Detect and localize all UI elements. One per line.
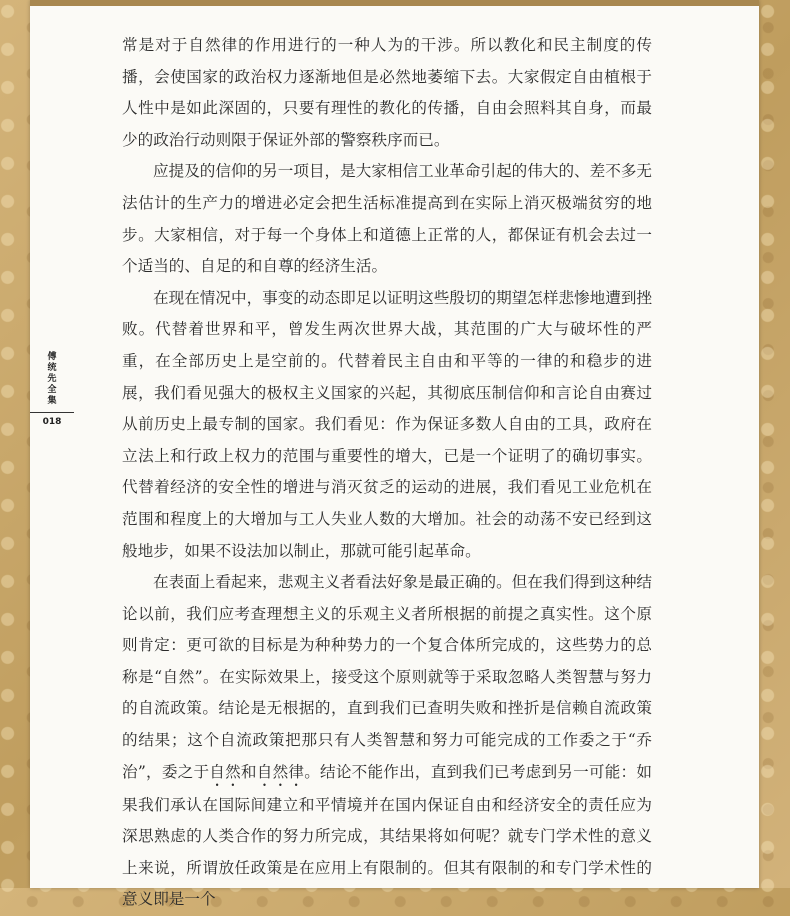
page-number: 018 xyxy=(42,417,62,427)
side-divider xyxy=(30,412,74,413)
top-border-rule xyxy=(30,0,759,6)
emphasized-term-nature: 自然 xyxy=(209,762,241,781)
series-title: 傅统先全集 xyxy=(47,352,57,406)
emphasized-term-natural-law: 自然律 xyxy=(256,762,305,781)
paragraph-4-text-a: 在表面上看起来，悲观主义者看法好象是最正确的。但在我们得到这种结论以前，我们应考查理想主义的乐观主义者所根据的前提之真实性。这个原则肯定：更可欲的目标是为种种势力的一个复合体所完成的，这些势力的总称是“自然”。在实际效果上，接受这个原则就等于采取忽略人类智慧与努力的自流政策。结论是无根据的，直到我们已查明失败和挫折是信赖自流政策的结果；这个自流政策把那只有人类智慧和努力可能完成的工作委之于“乔治”，委之于 xyxy=(122,573,653,781)
paragraph-3: 在现在情况中，事变的动态即足以证明这些殷切的期望怎样悲惨地遭到挫败。代替着世界和平，曾发生两次世界大战，其范围的广大与破坏性的严重，在全部历史上是空前的。代替着民主自由和平等的一律的和稳步的进展，我们看见强大的极权主义国家的兴起，其彻底压制信仰和言论自由赛过从前历史上最专制的国家。我们看见：作为保证多数人自由的工具，政府在立法上和行政上权力的范围与重要性的增大，已是一个证明了的确切事实。代替着经济的安全性的增进与消灭贫乏的运动的进展，我们看见工业危机在范围和程度上的大增加与工人失业人数的大增加。社会的动荡不安已经到这般地步，如果不设法加以制止，那就可能引起革命。 xyxy=(122,288,653,560)
paragraph-2: 应提及的信仰的另一项目，是大家相信工业革命引起的伟大的、差不多无法估计的生产力的增进必定会把生活标准提高到在实际上消灭极端贫穷的地步。大家相信，对于每一个身体上和道德上正常的人，都保证有机会去过一个适当的、自足的和自尊的经济生活。 xyxy=(122,162,653,276)
paragraph-4-text-c: 。结论不能作出，直到我们已考虑到另一可能：如果我们承认在国际间建立和平情境并在国内保证自由和经济安全的责任应为深思熟虑的人类合作的努力所完成，其结果将如何呢？就专门学术性的意义上来说，所谓放任政策是在应用上有限制的。但其有限制的和专门学术性的意义即是一个 xyxy=(122,762,652,909)
paragraph-1: 常是对于自然律的作用进行的一种人为的干涉。所以教化和民主制度的传播，会使国家的政治权力逐渐地但是必然地萎缩下去。大家假定自由植根于人性中是如此深固的，只要有理性的教化的传播，自由会照料其自身，而最少的政治行动则限于保证外部的警察秩序而已。 xyxy=(122,36,652,149)
paragraph-4-text-b: 和 xyxy=(240,762,257,781)
body-text xyxy=(122,30,652,916)
side-running-head xyxy=(30,352,74,427)
paragraph-4 xyxy=(122,567,652,916)
